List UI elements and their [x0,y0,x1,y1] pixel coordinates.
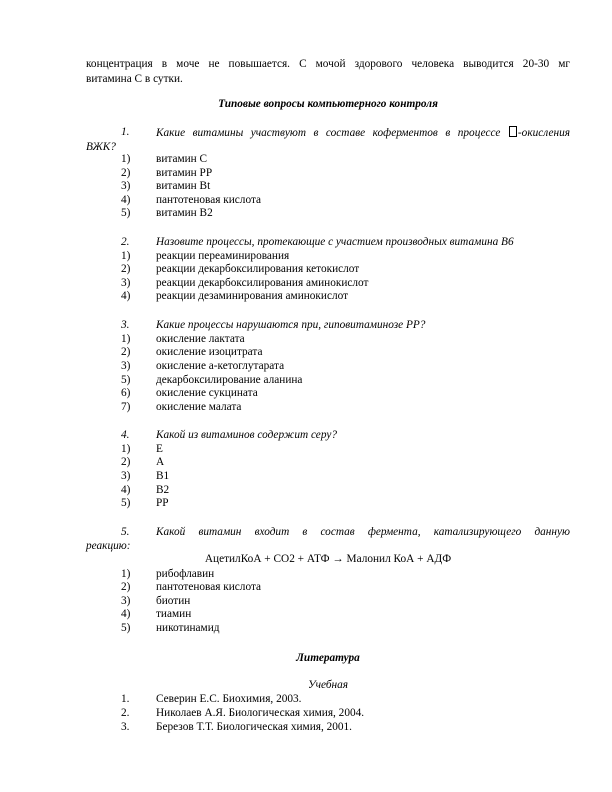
answer-option: 4) В2 [121,483,170,496]
question-2 [86,236,570,250]
reaction-equation: АцетилКоА + СО2 + АТФ → Малонил КоА + АДФ [204,553,452,565]
intro-paragraph [86,57,570,87]
answer-option: 5) витамин В2 [121,207,213,220]
reference-item: 3. Березов Т.Т. Биологическая химия, 2001. [121,721,353,733]
answer-option: 2) витамин РР [121,166,213,179]
answer-option: 5) РР [121,497,169,510]
question-4 [86,429,570,443]
answer-option: 5) декарбоксилирование аланина [121,373,303,386]
answer-option: 3) окисление а-кетоглутарата [121,359,285,372]
question-text: Назовите процессы, протекающие с участием производных витамина В6 [156,236,514,248]
intro-line-1: концентрация в моче не повышается. С мочой здорового человека выводится 20-30 мг [86,58,570,70]
question-text: Какой из витаминов содержит серу? [156,429,337,441]
missing-glyph-icon [509,126,517,137]
answer-option: 4) тиамин [121,608,192,621]
reference-item: 2. Николаев А.Я. Биологическая химия, 2004. [121,707,365,719]
answer-option: 1) реакции переаминирования [121,249,290,262]
question-3 [86,319,570,333]
answer-option: 3) реакции декарбоксилирования аминокислот [121,276,369,289]
question-number: 4. [121,429,130,441]
question-number: 1. [121,126,130,138]
question-5 [86,526,570,553]
answer-option: 7) окисление малата [121,400,242,413]
section-title-literature: Литература [296,652,360,664]
answer-option: 4) реакции дезаминирования аминокислот [121,290,349,303]
question-number: 2. [121,236,130,248]
reference-item: 1. Северин Е.С. Биохимия, 2003. [121,693,302,705]
answer-option: 2) окисление изоцитрата [121,346,263,359]
answer-option: 3) витамин Вt [121,180,211,193]
answer-option: 1) рибофлавин [121,567,215,580]
answer-option: 5) никотинамид [121,621,220,634]
answer-option: 2) пантотеновая кислота [121,581,262,594]
answer-option: 6) окисление сукцината [121,387,258,400]
answer-option: 3) В1 [121,470,170,482]
question-number: 5. [121,526,130,538]
answer-option: 4) пантотеновая кислота [121,193,262,206]
question-1 [86,126,570,154]
section-title-test: Типовые вопросы компьютерного контроля [218,98,438,110]
answer-option: 2) А [121,456,165,469]
question-number: 3. [121,319,130,331]
answer-option: 1) окисление лактата [121,332,245,345]
question-text-continuation: ВЖК? [86,140,116,153]
answer-option: 1) Е [121,442,163,455]
question-text-continuation: реакцию: [86,539,131,552]
section-subtitle-textbooks: Учебная [307,679,349,691]
answer-option: 2) реакции декарбоксилирования кетокислот [121,263,360,276]
question-text: Какие процессы нарушаются при, гиповитаминозе РР? [156,319,426,331]
question-text: Какие витамины участвуют в составе коферментов в процессе -окисления [156,127,570,139]
question-text: Какой витамин входит в состав фермента, катализирующего данную [156,526,570,538]
answer-option: 1) витамин С [121,153,208,165]
answer-option: 3) биотин [121,594,191,607]
intro-line-2: витамина С в сутки. [86,73,183,85]
